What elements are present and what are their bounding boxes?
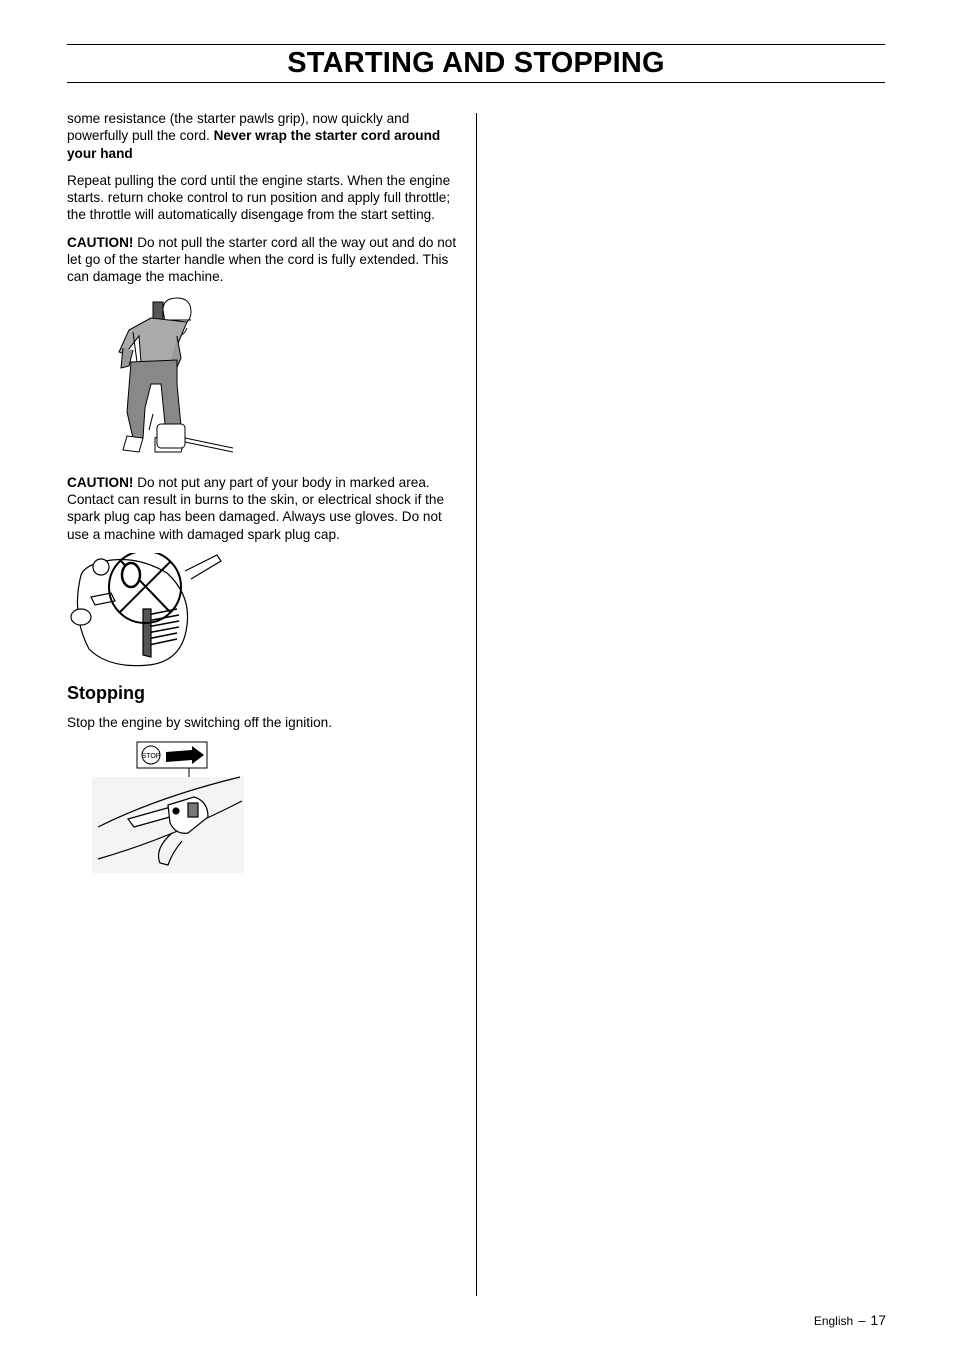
caution-label: CAUTION! bbox=[67, 474, 134, 490]
page-footer bbox=[814, 1312, 886, 1328]
page-title: STARTING AND STOPPING bbox=[287, 47, 665, 79]
warning-wrap-cord: Never wrap the starter cord around your hand bbox=[67, 128, 441, 161]
starting-operator-illustration bbox=[93, 296, 233, 456]
engine-marked-area-illustration bbox=[67, 553, 223, 668]
page-number: 17 bbox=[870, 1312, 886, 1328]
stopping-instruction: Stop the engine by switching off the ignition. bbox=[67, 714, 333, 730]
caution-label: CAUTION! bbox=[67, 234, 134, 250]
paragraph-pull-cord: some resistance (the starter pawls grip), now quickly and powerfully pull the cord. Never wrap the starter cord around your hand bbox=[67, 111, 441, 161]
page-header bbox=[67, 44, 885, 83]
column-divider bbox=[476, 113, 477, 1296]
stop-symbol-label: STOP bbox=[141, 753, 161, 761]
footer-dash: – bbox=[858, 1313, 866, 1328]
stop-switch-illustration bbox=[92, 741, 247, 874]
caution-starter-cord: CAUTION! Do not pull the starter cord all the way out and do not let go of the starter handle when the cord is fully extended. This can damage the machine. bbox=[67, 234, 457, 285]
left-column bbox=[67, 110, 457, 874]
caution-spark-plug: CAUTION! Do not put any part of your body in marked area. Contact can result in burns to the skin, or electrical shock if the spark plug cap has been damaged. Always use gloves. Do not use a machine with damaged spark plug cap. bbox=[67, 474, 445, 542]
stopping-heading: Stopping bbox=[67, 682, 145, 703]
footer-language: English bbox=[813, 1314, 854, 1328]
paragraph-repeat-pulling: Repeat pulling the cord until the engine starts. When the engine starts. return choke control to run position and apply full throttle; the throttle will automatically disengage from the start setting. bbox=[67, 172, 451, 223]
